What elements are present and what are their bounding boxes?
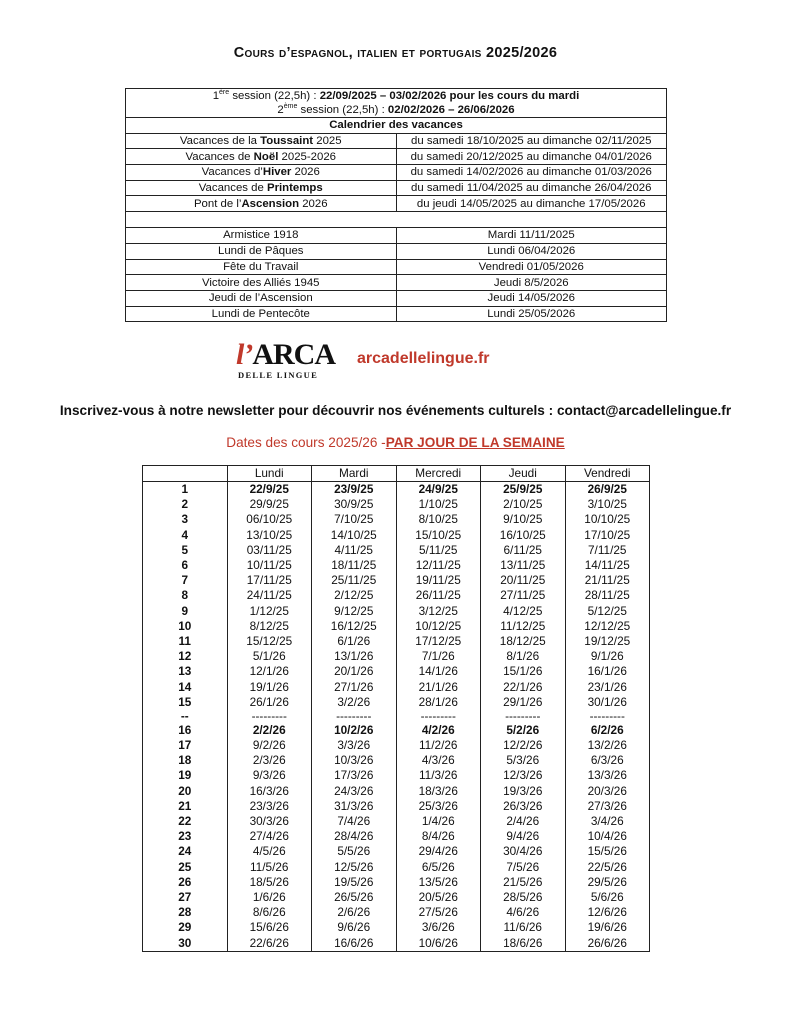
course-row bbox=[143, 695, 650, 710]
course-date: 19/5/26 bbox=[312, 875, 397, 890]
course-number: 7 bbox=[143, 573, 228, 588]
course-number: 3 bbox=[143, 512, 228, 527]
course-row bbox=[143, 634, 650, 649]
course-date: 18/6/26 bbox=[481, 935, 566, 951]
course-date: 21/1/26 bbox=[396, 679, 481, 694]
course-date: 12/11/25 bbox=[396, 558, 481, 573]
course-date: 16/6/26 bbox=[312, 935, 397, 951]
course-date: 28/11/25 bbox=[565, 588, 650, 603]
course-date: --------- bbox=[565, 710, 650, 723]
course-date: 27/4/26 bbox=[227, 829, 312, 844]
course-date: 16/1/26 bbox=[565, 664, 650, 679]
course-number: 26 bbox=[143, 875, 228, 890]
course-date: 23/3/26 bbox=[227, 799, 312, 814]
course-date: 26/1/26 bbox=[227, 695, 312, 710]
blank-row bbox=[126, 212, 667, 228]
vacation-dates: du samedi 20/12/2025 au dimanche 04/01/2026 bbox=[396, 149, 667, 165]
course-date: 16/10/25 bbox=[481, 528, 566, 543]
course-date: 4/2/26 bbox=[396, 723, 481, 738]
course-number: 19 bbox=[143, 768, 228, 783]
course-date: 4/3/26 bbox=[396, 753, 481, 768]
vacation-name bbox=[126, 180, 397, 196]
course-row bbox=[143, 784, 650, 799]
course-date: 9/1/26 bbox=[565, 649, 650, 664]
vacation-name-pre: Pont de l’ bbox=[193, 197, 242, 210]
course-date: 5/3/26 bbox=[481, 753, 566, 768]
course-date: 9/12/25 bbox=[312, 604, 397, 619]
vacation-name-bold: Printemps bbox=[266, 182, 323, 195]
dates-subtitle bbox=[0, 435, 791, 450]
vacation-row bbox=[126, 149, 667, 165]
course-row bbox=[143, 649, 650, 664]
course-date: 12/12/25 bbox=[565, 619, 650, 634]
course-date: 4/5/26 bbox=[227, 844, 312, 859]
course-date: 2/4/26 bbox=[481, 814, 566, 829]
session-1-dates: 22/09/2025 – 03/02/2026 pour les cours du mardi bbox=[319, 90, 580, 102]
course-date: 18/3/26 bbox=[396, 784, 481, 799]
course-number: 5 bbox=[143, 543, 228, 558]
course-date: 22/1/26 bbox=[481, 679, 566, 694]
course-date: 1/4/26 bbox=[396, 814, 481, 829]
course-date: 28/5/26 bbox=[481, 890, 566, 905]
public-holiday-name: Lundi de Pentecôte bbox=[126, 306, 397, 322]
course-date: 24/11/25 bbox=[227, 588, 312, 603]
day-header: Mercredi bbox=[396, 466, 481, 482]
course-date: 17/10/25 bbox=[565, 528, 650, 543]
session-calendar-table bbox=[125, 88, 667, 322]
course-date: 2/3/26 bbox=[227, 753, 312, 768]
course-date: --------- bbox=[481, 710, 566, 723]
course-row bbox=[143, 890, 650, 905]
separator-row bbox=[143, 710, 650, 723]
course-date: 2/2/26 bbox=[227, 723, 312, 738]
course-date: 11/5/26 bbox=[227, 860, 312, 875]
course-date: 7/4/26 bbox=[312, 814, 397, 829]
course-row bbox=[143, 588, 650, 603]
course-number: 24 bbox=[143, 844, 228, 859]
logo-l: l’ bbox=[236, 338, 253, 371]
course-date: 25/3/26 bbox=[396, 799, 481, 814]
session-2-label: session (22,5h) : bbox=[297, 104, 388, 116]
course-date: 30/9/25 bbox=[312, 497, 397, 512]
course-number: 2 bbox=[143, 497, 228, 512]
course-number: 11 bbox=[143, 634, 228, 649]
course-date: 06/10/25 bbox=[227, 512, 312, 527]
course-number: 21 bbox=[143, 799, 228, 814]
vacation-name-pre: Vacances d’ bbox=[201, 166, 263, 179]
course-number: 30 bbox=[143, 935, 228, 951]
course-number: 15 bbox=[143, 695, 228, 710]
course-date: 13/1/26 bbox=[312, 649, 397, 664]
course-number: 10 bbox=[143, 619, 228, 634]
course-date: 2/6/26 bbox=[312, 905, 397, 920]
public-holiday-date: Lundi 25/05/2026 bbox=[396, 306, 667, 322]
course-date: 26/5/26 bbox=[312, 890, 397, 905]
course-date: 10/4/26 bbox=[565, 829, 650, 844]
vacation-name-pre: Vacances de la bbox=[179, 135, 261, 148]
course-date: 16/3/26 bbox=[227, 784, 312, 799]
course-row bbox=[143, 604, 650, 619]
vacation-name-bold: Noël bbox=[253, 150, 279, 163]
course-row bbox=[143, 753, 650, 768]
course-number: 16 bbox=[143, 723, 228, 738]
vacation-name-bold: Toussaint bbox=[260, 135, 314, 148]
course-date: 5/2/26 bbox=[481, 723, 566, 738]
course-date: 19/11/25 bbox=[396, 573, 481, 588]
course-date: 18/11/25 bbox=[312, 558, 397, 573]
course-date: 15/12/25 bbox=[227, 634, 312, 649]
course-date: 29/9/25 bbox=[227, 497, 312, 512]
session-1-number: 1 bbox=[212, 90, 220, 102]
course-row bbox=[143, 768, 650, 783]
course-date: 27/11/25 bbox=[481, 588, 566, 603]
course-date: 11/12/25 bbox=[481, 619, 566, 634]
course-date: --------- bbox=[312, 710, 397, 723]
course-number: 22 bbox=[143, 814, 228, 829]
course-date: 21/5/26 bbox=[481, 875, 566, 890]
course-date: 15/6/26 bbox=[227, 920, 312, 935]
course-date: 22/5/26 bbox=[565, 860, 650, 875]
course-date: 03/11/25 bbox=[227, 543, 312, 558]
logo-wordmark bbox=[236, 338, 335, 372]
course-date: 30/3/26 bbox=[227, 814, 312, 829]
course-number: 23 bbox=[143, 829, 228, 844]
course-date: 29/5/26 bbox=[565, 875, 650, 890]
course-date: 20/1/26 bbox=[312, 664, 397, 679]
course-date: 15/1/26 bbox=[481, 664, 566, 679]
course-row bbox=[143, 920, 650, 935]
vacation-name bbox=[126, 196, 397, 212]
session-2-number: 2 bbox=[277, 104, 284, 116]
course-date: 20/11/25 bbox=[481, 573, 566, 588]
course-date: 8/1/26 bbox=[481, 649, 566, 664]
course-date: 27/5/26 bbox=[396, 905, 481, 920]
logo-arca: ARCA bbox=[252, 338, 335, 371]
public-holiday-name: Fête du Travail bbox=[126, 259, 397, 275]
course-number: 27 bbox=[143, 890, 228, 905]
vacation-row bbox=[126, 133, 667, 149]
course-date: 29/1/26 bbox=[481, 695, 566, 710]
public-holiday-date: Lundi 06/04/2026 bbox=[396, 243, 667, 259]
course-date: 8/10/25 bbox=[396, 512, 481, 527]
course-number: 6 bbox=[143, 558, 228, 573]
course-date: 1/12/25 bbox=[227, 604, 312, 619]
public-holiday-name: Armistice 1918 bbox=[126, 228, 397, 244]
page-title: Cours d’espagnol, italien et portugais 2025/2026 bbox=[233, 45, 558, 61]
course-date: 14/1/26 bbox=[396, 664, 481, 679]
course-dates-table bbox=[142, 465, 650, 952]
course-number: 14 bbox=[143, 679, 228, 694]
course-date: 9/4/26 bbox=[481, 829, 566, 844]
course-date: 5/6/26 bbox=[565, 890, 650, 905]
course-date: 2/12/25 bbox=[312, 588, 397, 603]
course-date: 11/3/26 bbox=[396, 768, 481, 783]
course-date: 14/11/25 bbox=[565, 558, 650, 573]
course-date: 19/6/26 bbox=[565, 920, 650, 935]
course-date: 16/12/25 bbox=[312, 619, 397, 634]
day-header: Vendredi bbox=[565, 466, 650, 482]
course-date: 7/11/25 bbox=[565, 543, 650, 558]
course-date: 8/6/26 bbox=[227, 905, 312, 920]
course-number: 25 bbox=[143, 860, 228, 875]
course-date: 9/6/26 bbox=[312, 920, 397, 935]
course-date: 17/12/25 bbox=[396, 634, 481, 649]
course-date: 3/12/25 bbox=[396, 604, 481, 619]
vacation-name-bold: Ascension bbox=[241, 197, 300, 210]
vacation-row bbox=[126, 196, 667, 212]
course-date: 5/5/26 bbox=[312, 844, 397, 859]
course-date: 6/1/26 bbox=[312, 634, 397, 649]
course-date: 11/2/26 bbox=[396, 738, 481, 753]
day-header: Jeudi bbox=[481, 466, 566, 482]
course-row bbox=[143, 679, 650, 694]
course-row bbox=[143, 482, 650, 498]
course-date: 28/1/26 bbox=[396, 695, 481, 710]
course-row bbox=[143, 738, 650, 753]
course-date: 23/9/25 bbox=[312, 482, 397, 498]
course-date: 6/11/25 bbox=[481, 543, 566, 558]
course-date: 5/1/26 bbox=[227, 649, 312, 664]
course-date: 21/11/25 bbox=[565, 573, 650, 588]
course-date: 18/5/26 bbox=[227, 875, 312, 890]
course-date: 19/12/25 bbox=[565, 634, 650, 649]
course-date: 24/9/25 bbox=[396, 482, 481, 498]
course-date: 13/11/25 bbox=[481, 558, 566, 573]
course-date: 3/3/26 bbox=[312, 738, 397, 753]
course-date: 24/3/26 bbox=[312, 784, 397, 799]
course-date: 10/6/26 bbox=[396, 935, 481, 951]
day-header: Lundi bbox=[227, 466, 312, 482]
course-date: 4/11/25 bbox=[312, 543, 397, 558]
course-date: 13/5/26 bbox=[396, 875, 481, 890]
course-number: -- bbox=[143, 710, 228, 723]
course-date: 30/1/26 bbox=[565, 695, 650, 710]
course-date: 25/11/25 bbox=[312, 573, 397, 588]
course-date: 12/5/26 bbox=[312, 860, 397, 875]
header-blank bbox=[143, 466, 228, 482]
course-date: 1/10/25 bbox=[396, 497, 481, 512]
logo-subtitle: DELLE LINGUE bbox=[238, 370, 319, 380]
course-row bbox=[143, 543, 650, 558]
course-date: 10/10/25 bbox=[565, 512, 650, 527]
course-date: 12/1/26 bbox=[227, 664, 312, 679]
vacation-dates: du samedi 14/02/2026 au dimanche 01/03/2026 bbox=[396, 165, 667, 181]
course-date: 10/3/26 bbox=[312, 753, 397, 768]
course-date: 6/3/26 bbox=[565, 753, 650, 768]
vacation-name bbox=[126, 133, 397, 149]
session-1-label: session (22,5h) : bbox=[229, 90, 320, 102]
course-date: 1/6/26 bbox=[227, 890, 312, 905]
course-number: 17 bbox=[143, 738, 228, 753]
newsletter-text: Inscrivez-vous à notre newsletter pour découvrir nos événements culturels : contact@arcadellelingue.fr bbox=[59, 403, 732, 418]
public-holiday-date: Jeudi 14/05/2026 bbox=[396, 290, 667, 306]
course-date: 15/5/26 bbox=[565, 844, 650, 859]
course-date: 6/5/26 bbox=[396, 860, 481, 875]
course-row bbox=[143, 829, 650, 844]
course-date: --------- bbox=[227, 710, 312, 723]
website-link[interactable]: arcadellelingue.fr bbox=[357, 350, 490, 367]
holidays-header-text: Calendrier des vacances bbox=[329, 119, 463, 132]
vacation-name bbox=[126, 165, 397, 181]
course-date: 20/3/26 bbox=[565, 784, 650, 799]
public-holiday-row bbox=[126, 228, 667, 244]
course-number: 1 bbox=[143, 482, 228, 498]
course-date: 19/1/26 bbox=[227, 679, 312, 694]
course-date: 26/11/25 bbox=[396, 588, 481, 603]
course-date: 11/6/26 bbox=[481, 920, 566, 935]
course-row bbox=[143, 528, 650, 543]
course-date: 8/4/26 bbox=[396, 829, 481, 844]
vacation-name bbox=[126, 149, 397, 165]
course-date: 13/3/26 bbox=[565, 768, 650, 783]
vacation-name-bold: Hiver bbox=[262, 166, 292, 179]
course-row bbox=[143, 664, 650, 679]
course-date: 7/1/26 bbox=[396, 649, 481, 664]
course-row bbox=[143, 619, 650, 634]
course-date: 17/11/25 bbox=[227, 573, 312, 588]
course-date: 3/10/25 bbox=[565, 497, 650, 512]
course-date: 12/2/26 bbox=[481, 738, 566, 753]
days-header-row bbox=[143, 466, 650, 482]
course-date: 2/10/25 bbox=[481, 497, 566, 512]
vacation-dates: du jeudi 14/05/2025 au dimanche 17/05/2026 bbox=[396, 196, 667, 212]
public-holiday-row bbox=[126, 275, 667, 291]
session-1-cell bbox=[126, 89, 667, 118]
course-date: 26/9/25 bbox=[565, 482, 650, 498]
course-date: 7/10/25 bbox=[312, 512, 397, 527]
course-date: --------- bbox=[396, 710, 481, 723]
public-holiday-row bbox=[126, 290, 667, 306]
course-date: 14/10/25 bbox=[312, 528, 397, 543]
course-row bbox=[143, 935, 650, 951]
course-date: 31/3/26 bbox=[312, 799, 397, 814]
course-date: 3/4/26 bbox=[565, 814, 650, 829]
course-date: 30/4/26 bbox=[481, 844, 566, 859]
arca-logo bbox=[236, 338, 335, 382]
course-number: 9 bbox=[143, 604, 228, 619]
course-date: 5/11/25 bbox=[396, 543, 481, 558]
vacation-row bbox=[126, 180, 667, 196]
vacation-name-post: 2025 bbox=[313, 135, 342, 148]
course-date: 25/9/25 bbox=[481, 482, 566, 498]
course-date: 13/10/25 bbox=[227, 528, 312, 543]
course-row bbox=[143, 799, 650, 814]
public-holiday-name: Jeudi de l’Ascension bbox=[126, 290, 397, 306]
course-row bbox=[143, 875, 650, 890]
course-number: 18 bbox=[143, 753, 228, 768]
vacation-name-pre: Vacances de bbox=[185, 150, 254, 163]
vacation-dates: du samedi 11/04/2025 au dimanche 26/04/2026 bbox=[396, 180, 667, 196]
public-holiday-date: Vendredi 01/05/2026 bbox=[396, 259, 667, 275]
course-date: 9/2/26 bbox=[227, 738, 312, 753]
course-date: 22/9/25 bbox=[227, 482, 312, 498]
course-date: 20/5/26 bbox=[396, 890, 481, 905]
course-row bbox=[143, 844, 650, 859]
course-date: 3/6/26 bbox=[396, 920, 481, 935]
course-date: 27/1/26 bbox=[312, 679, 397, 694]
public-holiday-row bbox=[126, 306, 667, 322]
course-row bbox=[143, 573, 650, 588]
vacation-name-post: 2026 bbox=[291, 166, 320, 179]
subtitle-underlined: PAR JOUR DE LA SEMAINE bbox=[385, 435, 565, 450]
subtitle-plain: Dates des cours 2025/26 - bbox=[226, 435, 386, 450]
course-row bbox=[143, 558, 650, 573]
course-number: 20 bbox=[143, 784, 228, 799]
day-header: Mardi bbox=[312, 466, 397, 482]
course-date: 22/6/26 bbox=[227, 935, 312, 951]
course-number: 28 bbox=[143, 905, 228, 920]
course-date: 17/3/26 bbox=[312, 768, 397, 783]
vacation-name-post: 2026 bbox=[299, 197, 328, 210]
holidays-header bbox=[126, 118, 667, 134]
course-date: 9/10/25 bbox=[481, 512, 566, 527]
course-date: 19/3/26 bbox=[481, 784, 566, 799]
public-holiday-date: Mardi 11/11/2025 bbox=[396, 228, 667, 244]
public-holiday-row bbox=[126, 259, 667, 275]
course-date: 15/10/25 bbox=[396, 528, 481, 543]
public-holiday-date: Jeudi 8/5/2026 bbox=[396, 275, 667, 291]
public-holiday-name: Lundi de Pâques bbox=[126, 243, 397, 259]
session-2-sup: ème bbox=[283, 103, 298, 110]
course-date: 13/2/26 bbox=[565, 738, 650, 753]
course-date: 26/3/26 bbox=[481, 799, 566, 814]
vacation-dates: du samedi 18/10/2025 au dimanche 02/11/2025 bbox=[396, 133, 667, 149]
public-holiday-row bbox=[126, 243, 667, 259]
course-date: 18/12/25 bbox=[481, 634, 566, 649]
course-date: 10/2/26 bbox=[312, 723, 397, 738]
course-number: 4 bbox=[143, 528, 228, 543]
vacation-name-pre: Vacances de bbox=[198, 182, 267, 195]
course-date: 26/6/26 bbox=[565, 935, 650, 951]
vacation-name-post: 2025-2026 bbox=[278, 150, 336, 163]
course-date: 12/3/26 bbox=[481, 768, 566, 783]
course-number: 13 bbox=[143, 664, 228, 679]
course-date: 4/6/26 bbox=[481, 905, 566, 920]
course-date: 12/6/26 bbox=[565, 905, 650, 920]
course-date: 10/11/25 bbox=[227, 558, 312, 573]
session-2-dates: 02/02/2026 – 26/06/2026 bbox=[387, 104, 515, 116]
course-row bbox=[143, 860, 650, 875]
course-date: 6/2/26 bbox=[565, 723, 650, 738]
course-date: 10/12/25 bbox=[396, 619, 481, 634]
public-holiday-name: Victoire des Alliés 1945 bbox=[126, 275, 397, 291]
course-date: 27/3/26 bbox=[565, 799, 650, 814]
course-row bbox=[143, 905, 650, 920]
course-date: 9/3/26 bbox=[227, 768, 312, 783]
course-date: 4/12/25 bbox=[481, 604, 566, 619]
course-number: 8 bbox=[143, 588, 228, 603]
session-1-sup: ère bbox=[219, 89, 230, 96]
course-date: 8/12/25 bbox=[227, 619, 312, 634]
course-date: 28/4/26 bbox=[312, 829, 397, 844]
course-row bbox=[143, 814, 650, 829]
course-row bbox=[143, 723, 650, 738]
course-date: 5/12/25 bbox=[565, 604, 650, 619]
course-row bbox=[143, 497, 650, 512]
vacation-row bbox=[126, 165, 667, 181]
course-date: 7/5/26 bbox=[481, 860, 566, 875]
course-number: 12 bbox=[143, 649, 228, 664]
course-number: 29 bbox=[143, 920, 228, 935]
session-row bbox=[126, 89, 667, 118]
course-date: 3/2/26 bbox=[312, 695, 397, 710]
course-date: 23/1/26 bbox=[565, 679, 650, 694]
course-date: 29/4/26 bbox=[396, 844, 481, 859]
course-row bbox=[143, 512, 650, 527]
